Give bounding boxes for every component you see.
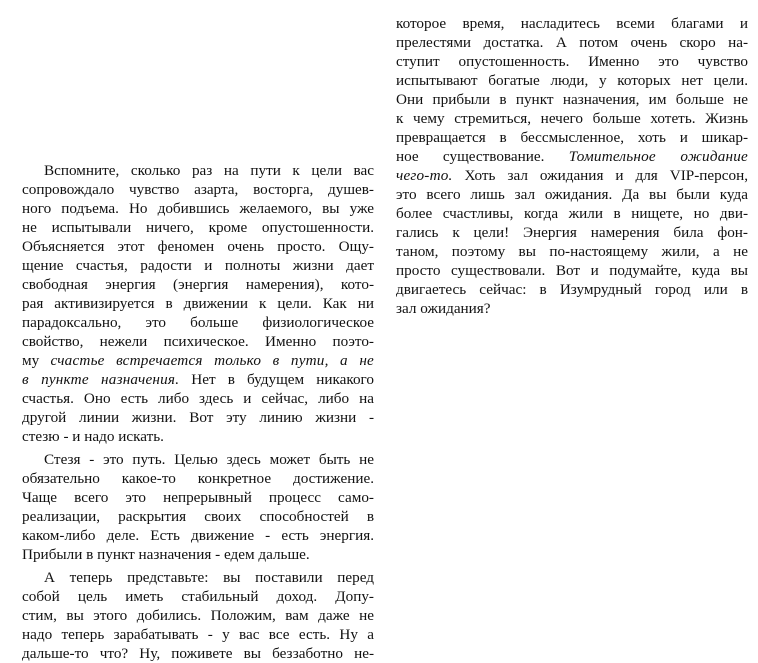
- paragraph-line: Объясняется этот феномен очень просто. Ощу-: [22, 238, 374, 255]
- paragraph-line: зал ожидания?: [396, 300, 491, 317]
- paragraph-line: рая активизируется в движении к цели. Как ни: [22, 295, 374, 312]
- paragraph-line-with-emphasis: [22, 370, 374, 389]
- paragraph-line: стезю - и надо искать.: [22, 428, 164, 445]
- paragraph-line-with-emphasis: [22, 351, 374, 370]
- paragraph-line: свободная энергия (энергия намерения), кото-: [22, 276, 374, 293]
- paragraph-line: собой цель иметь стабильный доход. Допу-: [22, 588, 374, 605]
- right-column: [396, 14, 748, 318]
- paragraph-line: дальше-то что? Ну, поживете вы беззаботно не-: [22, 645, 374, 662]
- paragraph-line: гались к цели! Энергия намерения била фон-: [396, 224, 748, 241]
- paragraph-line: счастья. Оно есть либо здесь и сейчас, либо на: [22, 390, 374, 407]
- line-fragment: му: [22, 352, 40, 369]
- paragraph-line: другой линии жизни. Вот эту линию жизни -: [22, 409, 374, 426]
- paragraph-line: двигаетесь сейчас: в Изумрудный город или в: [396, 281, 748, 298]
- paragraph-line: парадоксально, это больше физиологическое: [22, 314, 374, 331]
- paragraph-line: ного подъема. Но добившись желаемого, вы уже: [22, 200, 374, 217]
- paragraph-line: А теперь представьте: вы поставили перед: [44, 569, 374, 586]
- left-column: [22, 161, 374, 663]
- paragraph-line: к чему стремиться, нечего больше хотеть. Жизнь: [396, 110, 748, 127]
- paragraph-line: это всего лишь зал ожидания. Да вы были куда: [396, 186, 748, 203]
- paragraph-line: Стезя - это путь. Целью здесь может быть не: [44, 451, 374, 468]
- emphasis-text: в пункте назначения.: [22, 371, 180, 388]
- paragraph-line: испытывают богатые люди, у которых нет цели.: [396, 72, 748, 89]
- emphasis-text: Томительное ожидание: [568, 148, 748, 165]
- paragraph-line: щение счастья, радости и полноты жизни дает: [22, 257, 374, 274]
- paragraph-line: свойство, нежели психическое. Именно поэто-: [22, 333, 374, 350]
- paragraph-line: Прибыли в пункт назначения - едем дальше.: [22, 546, 310, 563]
- paragraph-line-with-emphasis: [396, 147, 748, 166]
- paragraph-line: просто существовали. Вот и подумайте, куда вы: [396, 262, 748, 279]
- line-fragment: Нет в будущем никакого: [191, 371, 374, 388]
- emphasis-text: счастье встречается только в пути, а не: [50, 352, 374, 369]
- paragraph-line-with-emphasis: [396, 166, 748, 185]
- paragraph-line: каком-либо деле. Есть движение - есть энергия.: [22, 527, 374, 544]
- paragraph-line: стим, вы этого добились. Положим, вам даже не: [22, 607, 374, 624]
- emphasis-text: чего-то.: [396, 167, 453, 184]
- paragraph-line: прелестями достатка. А потом очень скоро на-: [396, 34, 748, 51]
- paragraph-line: превращается в бессмысленное, хоть и шикар-: [396, 129, 748, 146]
- paragraph-line: ступит опустошенность. Именно это чувство: [396, 53, 748, 70]
- paragraph-line: не испытывали ничего, кроме опустошенности.: [22, 219, 374, 236]
- paragraph-line: реализации, раскрытия своих способностей в: [22, 508, 374, 525]
- paragraph-line: Вспомните, сколько раз на пути к цели вас: [44, 162, 374, 179]
- paragraph-line: Они прибыли в пункт назначения, им больше не: [396, 91, 748, 108]
- paragraph-line: Чаще всего это непрерывный процесс само-: [22, 489, 374, 506]
- paragraph-line: более счастливы, когда жили в нищете, но дви-: [396, 205, 748, 222]
- paragraph-line: таном, поэтому вы по-настоящему жили, а не: [396, 243, 748, 260]
- paragraph-line: обязательно какое-то конкретное достижение.: [22, 470, 374, 487]
- line-fragment: ное существование.: [396, 148, 545, 165]
- paragraph-line: которое время, насладитесь всеми благами и: [396, 15, 748, 32]
- paragraph-line: сопровождало чувство азарта, восторга, душев-: [22, 181, 374, 198]
- line-fragment: Хоть зал ожидания и для VIP-персон,: [464, 167, 748, 184]
- paragraph-line: надо теперь зарабатывать - у вас все есть. Ну а: [22, 626, 374, 643]
